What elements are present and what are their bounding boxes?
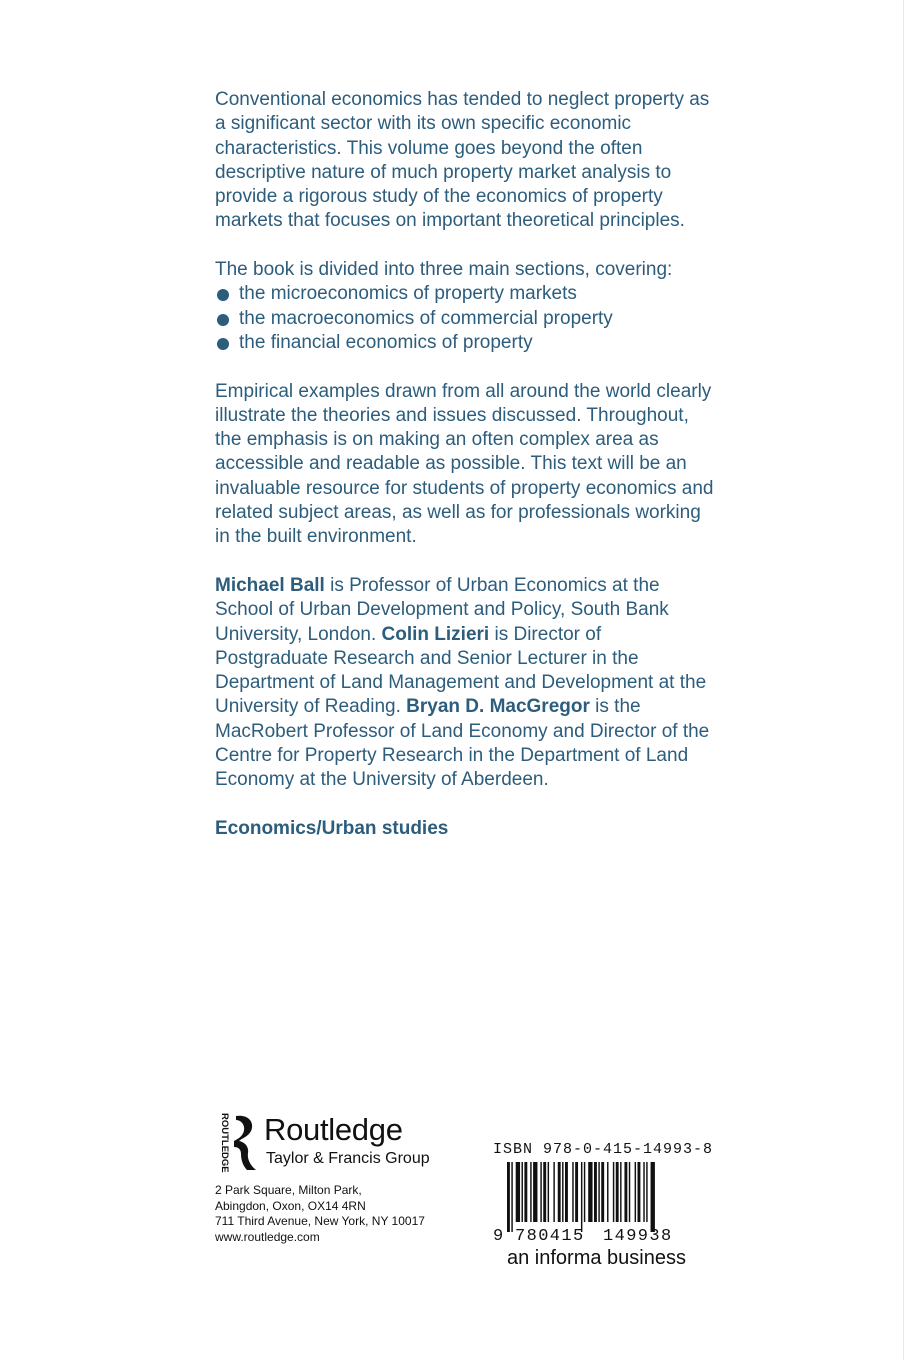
bullet-icon [217, 289, 229, 301]
subject-category: Economics/Urban studies [215, 817, 449, 839]
barcode-digits-group-2: 149938 [603, 1227, 673, 1246]
publisher-name: Routledge [264, 1112, 403, 1147]
authors-paragraph: Michael Ball is Professor of Urban Economics at the School of Urban Development and Policy, South Bank University, London. Colin Lizieri is Director of Postgraduate Research and Senior Lecturer in the Department of Land Management and Development at the University of Reading. Bryan D. MacGregor is the MacRobert Professor of Land Economy and Director of the Centre for Property Research in the Department of Land Economy at the University of Aberdeen. [215, 574, 710, 791]
barcode-bar [507, 1162, 510, 1232]
list-item: the financial economics of property [215, 331, 715, 355]
barcode-bar [601, 1162, 604, 1222]
barcode-bar [543, 1162, 546, 1222]
barcode-bar [540, 1162, 541, 1222]
barcode-bar [524, 1162, 527, 1222]
sections-intro: The book is divided into three main sections, covering: [215, 259, 673, 281]
sections-list [215, 282, 715, 355]
barcode-bar [565, 1162, 568, 1222]
barcode-bar [562, 1162, 563, 1222]
routledge-logo [214, 1112, 464, 1174]
barcode-digits-group-1: 780415 [515, 1227, 585, 1246]
address-line: 711 Third Avenue, New York, NY 10017 [215, 1214, 425, 1228]
publisher-website: www.routledge.com [215, 1229, 320, 1244]
routledge-logo-icon [214, 1112, 260, 1174]
barcode-bar [533, 1162, 537, 1222]
barcode-bar [553, 1162, 554, 1222]
barcode-bar [558, 1162, 561, 1222]
page-edge-line [903, 0, 904, 1360]
barcode-bar [624, 1162, 627, 1222]
bullet-icon [217, 314, 229, 326]
barcode-bar [588, 1162, 592, 1222]
author-name: Michael Ball [215, 574, 325, 596]
description-paragraph-2: Empirical examples drawn from all around the world clearly illustrate the theories and issues discussed. Throughout, the emphasis is on making an often complex area as accessible and readable as possible. This text will be an invaluable resource for students of property economics and related subject areas, as well as for professionals working in the built environment. [215, 380, 714, 548]
vertical-publisher-label: ROUTLEDGE [219, 1113, 230, 1173]
barcode-bar [511, 1162, 512, 1232]
barcode-bar [620, 1162, 621, 1222]
barcode-bar [629, 1162, 630, 1222]
author-name: Colin Lizieri [381, 623, 490, 645]
barcode-bar [548, 1162, 549, 1222]
list-item: the macroeconomics of commercial property [215, 307, 715, 331]
barcode-bar [522, 1162, 523, 1222]
barcode-bar [572, 1162, 573, 1222]
back-cover-text [215, 88, 715, 866]
barcode-bar [516, 1162, 520, 1222]
address-line: Abingdon, Oxon, OX14 4RN [215, 1198, 366, 1213]
barcode-bar [646, 1162, 647, 1222]
barcode-bar [581, 1162, 582, 1232]
publisher-group: Taylor & Francis Group [266, 1150, 430, 1167]
barcode-bar [530, 1162, 531, 1222]
publisher-address [215, 1183, 425, 1245]
description-paragraph-1: Conventional economics has tended to neglect property as a significant sector with its own specific economic characteristics. This volume goes beyond the often descriptive nature of much property market analysis to provide a rigorous study of the economics of property markets that focuses on important theoretical principles. [215, 89, 710, 232]
barcode-bar [607, 1162, 608, 1222]
barcode-bar [638, 1162, 641, 1222]
barcode-bar [635, 1162, 636, 1222]
barcode-bar [643, 1162, 644, 1222]
barcode-bars [507, 1162, 655, 1232]
barcode-bar [594, 1162, 597, 1222]
bullet-icon [217, 338, 229, 350]
barcode [493, 1162, 693, 1246]
informa-tagline: an informa business [507, 1247, 686, 1269]
barcode-bar [584, 1162, 585, 1222]
barcode-bar [616, 1162, 619, 1222]
address-line: 2 Park Square, Milton Park, [215, 1183, 362, 1197]
barcode-bar [613, 1162, 614, 1222]
barcode-bar [575, 1162, 578, 1222]
list-item: the microeconomics of property markets [215, 282, 715, 306]
barcode-digit-first: 9 [493, 1227, 504, 1246]
barcode-bar [651, 1162, 655, 1232]
isbn-label: ISBN 978-0-415-14993-8 [493, 1141, 714, 1158]
author-name: Bryan D. MacGregor [406, 696, 590, 718]
barcode-bar [598, 1162, 599, 1222]
